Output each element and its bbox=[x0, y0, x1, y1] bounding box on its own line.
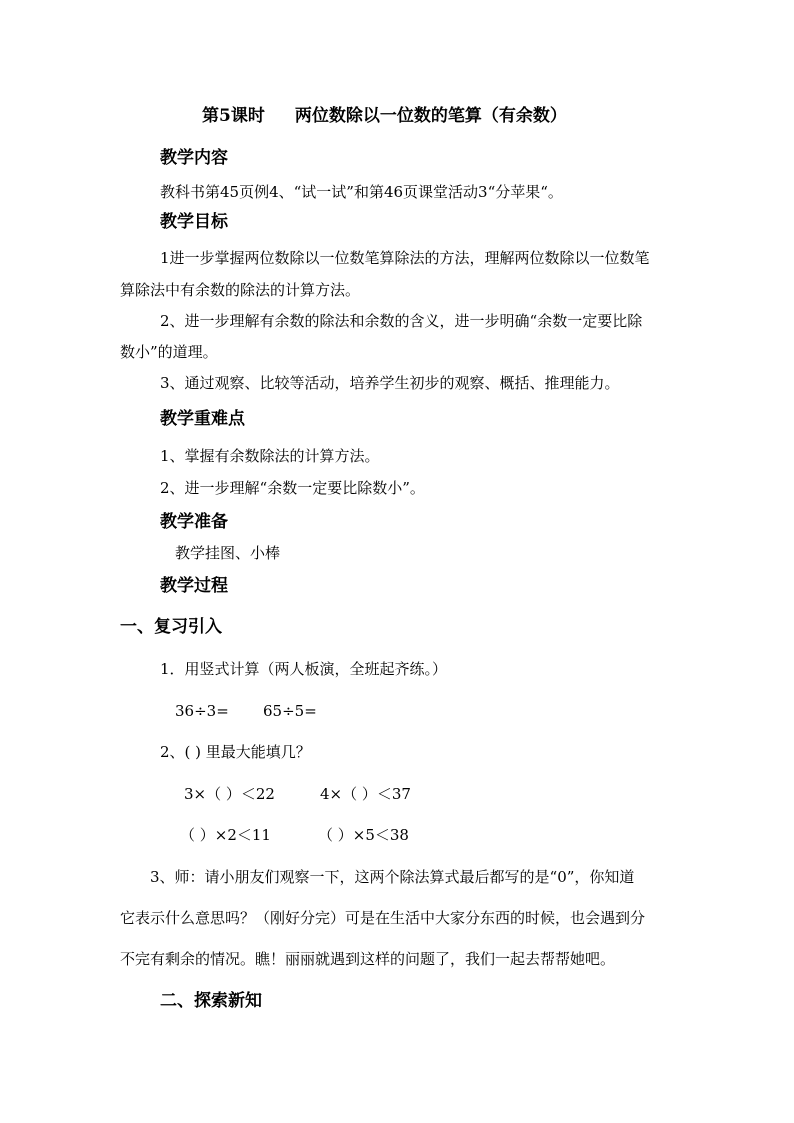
review-question-2: 2、( ) 里最大能填几？ bbox=[160, 743, 311, 761]
review-question-1: 1．用竖式计算（两人板演，全班起齐练。） bbox=[160, 660, 448, 678]
teaching-content-text: 教科书第45页例4、“试一试”和第46页课堂活动3“分苹果“。 bbox=[160, 183, 563, 201]
review-question-3-line-2: 它表示什么意思吗？（刚好分完）可是在生活中大家分东西的时候，也会遇到分 bbox=[120, 909, 646, 927]
heading-key-points: 教学重难点 bbox=[160, 409, 245, 429]
lesson-topic: 两位数除以一位数的笔算（有余数） bbox=[294, 106, 567, 126]
heading-teaching-content: 教学内容 bbox=[160, 148, 228, 168]
goal-2-line-1: 2、进一步理解有余数的除法和余数的含义，进一步明确“余数一定要比除 bbox=[160, 312, 643, 330]
heading-process: 教学过程 bbox=[160, 576, 228, 596]
goal-3: 3、通过观察、比较等活动，培养学生初步的观察、概括、推理能力。 bbox=[160, 374, 620, 392]
inequality-3x: 3×（ ）＜22 bbox=[184, 785, 275, 803]
goal-2-line-2: 数小”的道理。 bbox=[120, 343, 218, 361]
key-point-2: 2、进一步理解“余数一定要比除数小”。 bbox=[160, 479, 425, 497]
heading-teaching-goals: 教学目标 bbox=[160, 212, 228, 232]
inequality-x5: （ ）×5＜38 bbox=[318, 826, 409, 844]
heading-preparation: 教学准备 bbox=[160, 512, 228, 532]
expression-65-div-5: 65÷5= bbox=[263, 702, 317, 720]
goal-1-line-1: 1进一步掌握两位数除以一位数笔算除法的方法，理解两位数除以一位数笔 bbox=[160, 249, 650, 267]
inequality-x2: （ ）×2＜11 bbox=[180, 826, 271, 844]
review-question-3-line-3: 不完有剩余的情况。瞧！丽丽就遇到这样的问题了，我们一起去帮帮她吧。 bbox=[120, 950, 616, 968]
key-point-1: 1、掌握有余数除法的计算方法。 bbox=[160, 447, 380, 465]
lesson-number: 第5课时 bbox=[202, 106, 265, 126]
expression-36-div-3: 36÷3= bbox=[175, 702, 229, 720]
heading-review: 一、复习引入 bbox=[120, 617, 222, 637]
inequality-4x: 4×（ ）＜37 bbox=[320, 785, 411, 803]
heading-explore: 二、探索新知 bbox=[160, 991, 262, 1011]
review-question-3-line-1: 3、师：请小朋友们观察一下，这两个除法算式最后都写的是“0”，你知道 bbox=[150, 868, 635, 886]
preparation-text: 教学挂图、小棒 bbox=[175, 544, 281, 562]
page-title bbox=[202, 106, 567, 126]
goal-1-line-2: 算除法中有余数的除法的计算方法。 bbox=[120, 281, 361, 299]
